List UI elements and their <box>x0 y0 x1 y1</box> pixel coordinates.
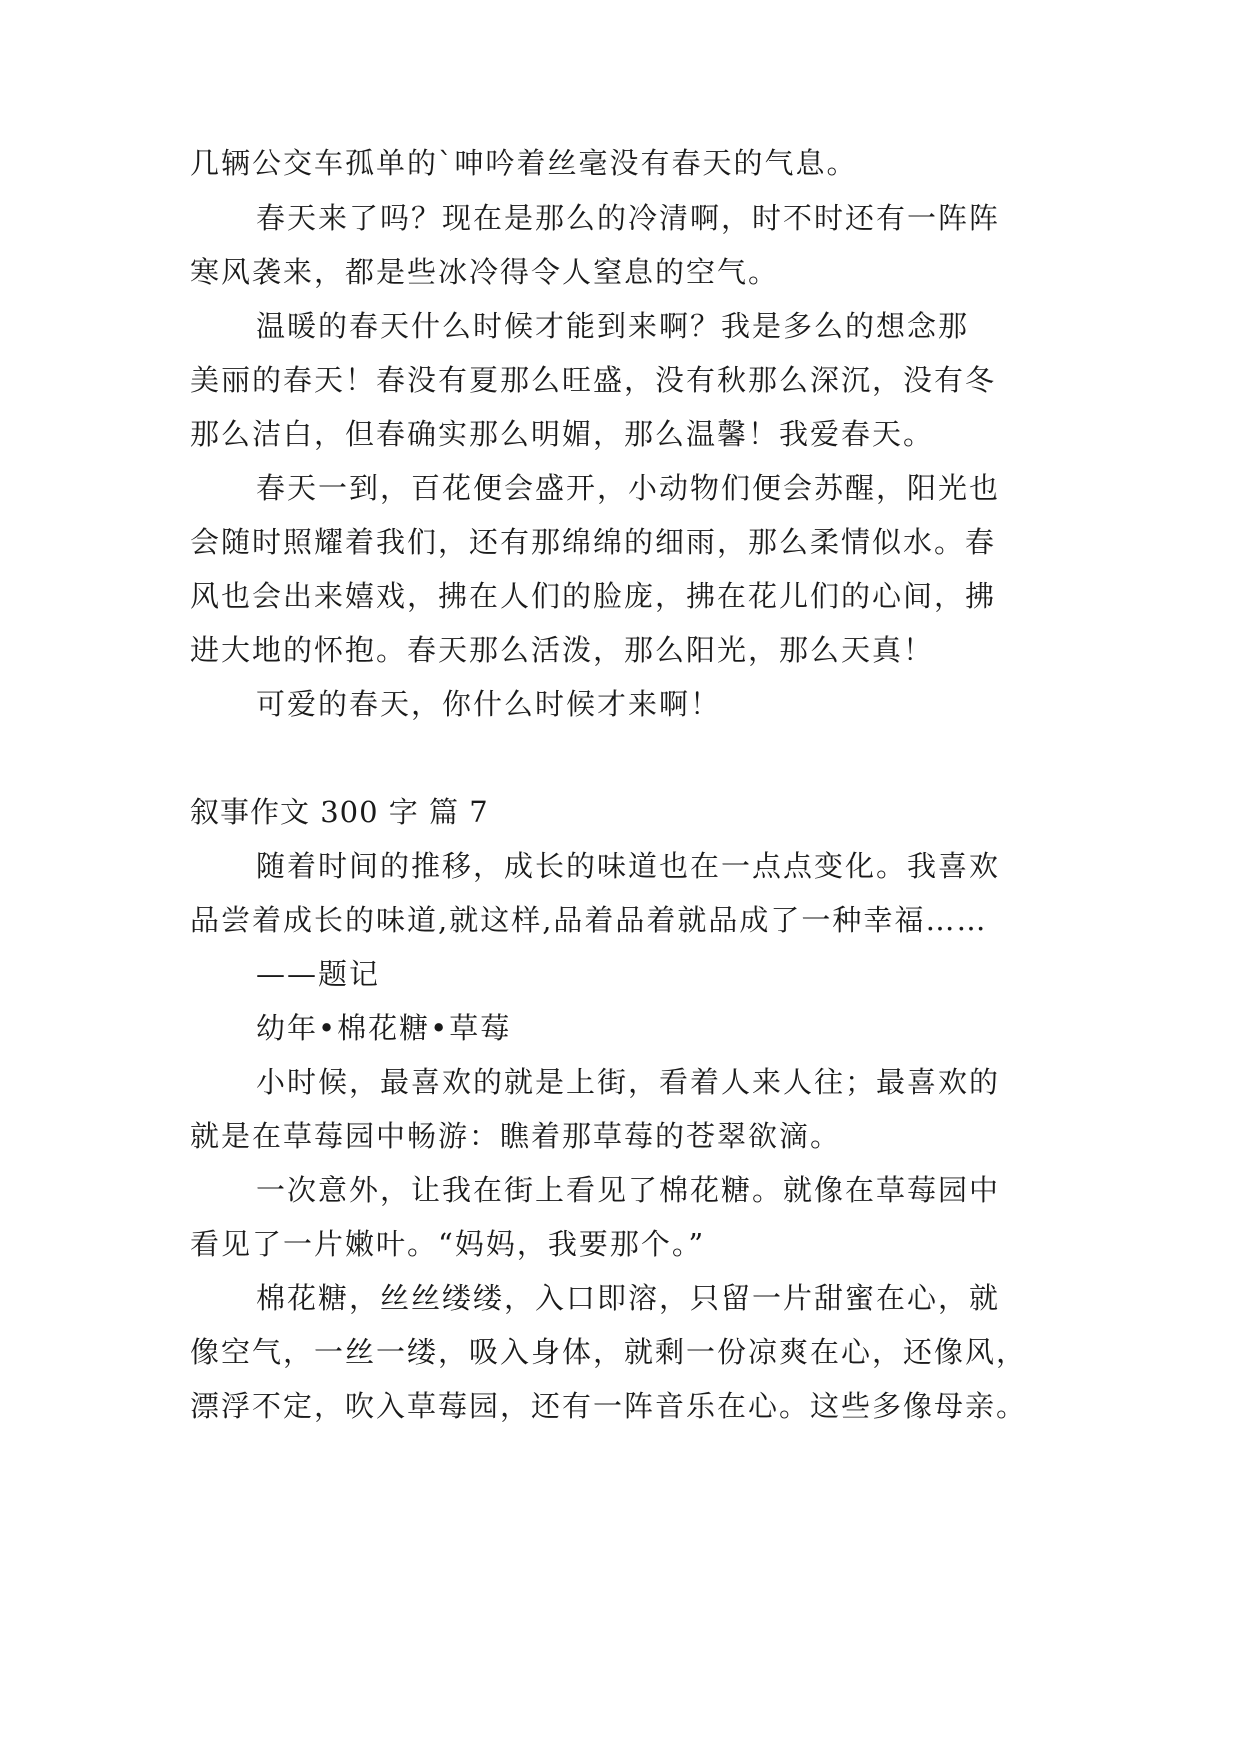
text-line: 几辆公交车孤单的`呻吟着丝毫没有春天的气息。 <box>190 146 858 180</box>
paragraph-first-line: 春天来了吗？现在是那么的冷清啊，时不时还有一阵阵 <box>256 201 1001 235</box>
text-line: 风也会出来嬉戏，拂在人们的脸庞，拂在花儿们的心间，拂 <box>190 579 997 613</box>
text-line: 品尝着成长的味道,就这样,品着品着就品成了一种幸福…… <box>190 903 988 937</box>
paragraph-first-line: 可爱的春天，你什么时候才来啊！ <box>256 687 722 721</box>
paragraph-first-line: 小时候，最喜欢的就是上街，看着人来人往；最喜欢的 <box>256 1065 1001 1099</box>
text-line: 寒风袭来，都是些冰冷得令人窒息的空气。 <box>190 255 780 289</box>
paragraph-first-line: 温暖的春天什么时候才能到来啊？我是多么的想念那 <box>256 309 970 343</box>
text-line: 美丽的春天！春没有夏那么旺盛，没有秋那么深沉，没有冬 <box>190 363 997 397</box>
paragraph-first-line: 棉花糖，丝丝缕缕，入口即溶，只留一片甜蜜在心，就 <box>256 1281 1001 1315</box>
text-line: 看见了一片嫩叶。“妈妈，我要那个。” <box>190 1227 706 1261</box>
text-line: 进大地的怀抱。春天那么活泼，那么阳光，那么天真！ <box>190 633 935 667</box>
paragraph-first-line: 随着时间的推移，成长的味道也在一点点变化。我喜欢 <box>256 849 1001 883</box>
epigraph-attribution: ——题记 <box>256 957 381 991</box>
text-line: 像空气，一丝一缕，吸入身体，就剩一份凉爽在心，还像风， <box>190 1335 1028 1369</box>
paragraph-first-line: 春天一到，百花便会盛开，小动物们便会苏醒，阳光也 <box>256 471 1001 505</box>
paragraph-first-line: 一次意外，让我在街上看见了棉花糖。就像在草莓园中 <box>256 1173 1001 1207</box>
text-line: 会随时照耀着我们，还有那绵绵的细雨，那么柔情似水。春 <box>190 525 997 559</box>
text-line: 就是在草莓园中畅游：瞧着那草莓的苍翠欲滴。 <box>190 1119 842 1153</box>
section-heading: 叙事作文 300 字 篇 7 <box>190 795 489 829</box>
text-line: 那么洁白，但春确实那么明媚，那么温馨！我爱春天。 <box>190 417 935 451</box>
subsection-title: 幼年•棉花糖•草莓 <box>256 1011 512 1045</box>
text-line: 漂浮不定，吹入草莓园，还有一阵音乐在心。这些多像母亲。 <box>190 1389 1028 1423</box>
